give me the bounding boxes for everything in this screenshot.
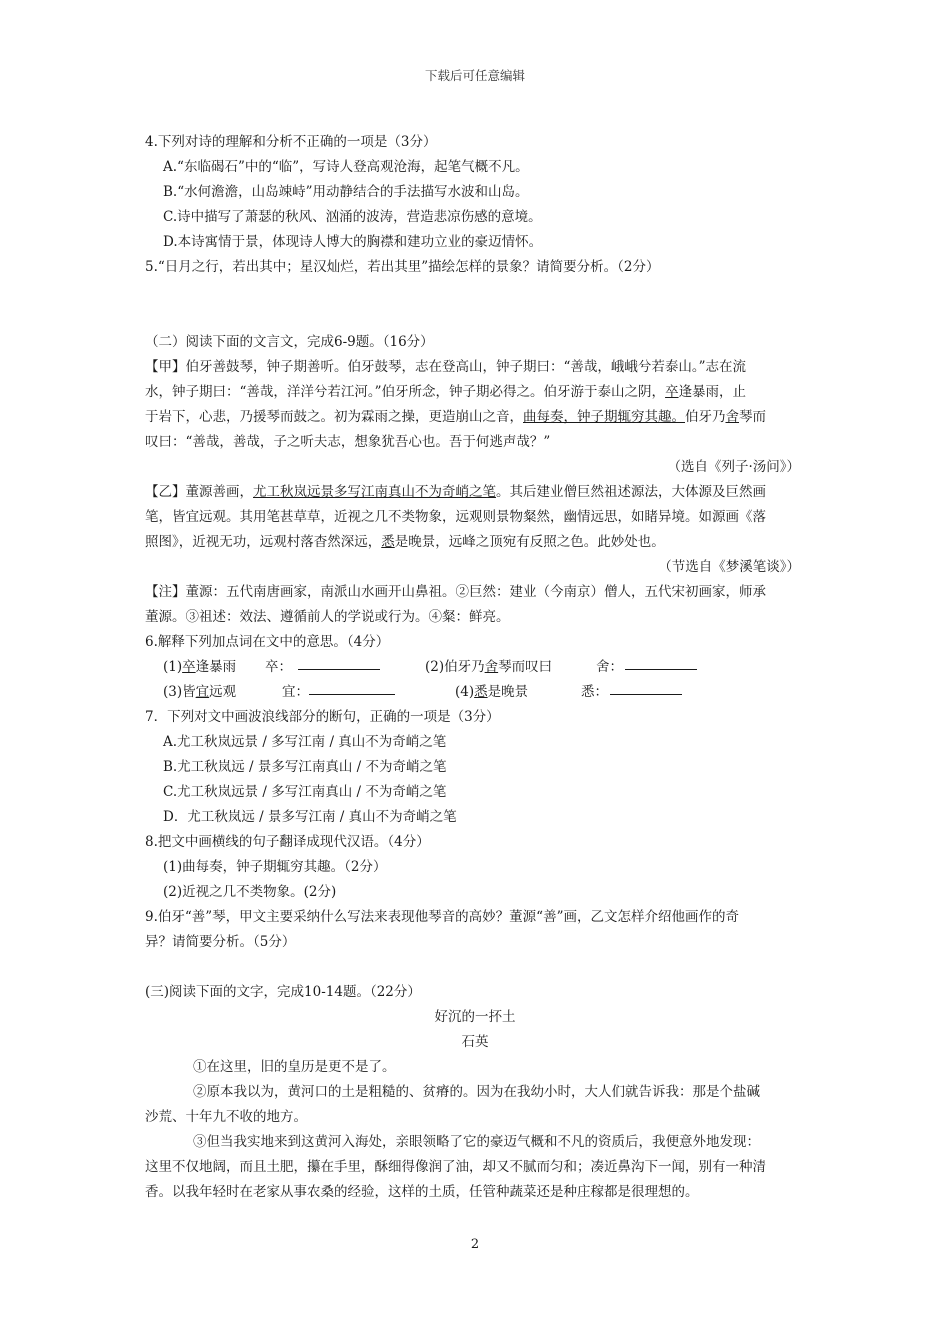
text-span: (1) xyxy=(163,659,183,675)
question-4-option-a: A.“东临碣石”中的“临”，写诗人登高观沧海，起笔气概不凡。 xyxy=(163,159,529,175)
text-span: (4) xyxy=(455,684,475,700)
text-span: (2)伯牙乃 xyxy=(425,659,485,675)
text-span: 是晚景 xyxy=(487,684,529,700)
question-8-item-1: (1)曲每奏，钟子期辄穷其趣。（2分） xyxy=(163,859,387,875)
question-4-option-c: C.诗中描写了萧瑟的秋风、汹涌的波涛，营造悲凉伤感的意境。 xyxy=(163,209,542,225)
essay-paragraph-3-line-3: 香。以我年轻时在老家从事农桑的经验，这样的土质，任管种蔬菜还是种庄稼都是很理想的。 xyxy=(145,1184,699,1200)
question-4-stem: 4.下列对诗的理解和分析不正确的一项是（3分） xyxy=(145,134,437,150)
essay-paragraph-3-line-1: ③但当我实地来到这黄河入海处，亲眼领略了它的豪迈气概和不凡的资质后，我便意外地发现： xyxy=(193,1134,760,1150)
passage-jia-line-4: 叹曰：“善哉，善哉，子之听夫志，想象犹吾心也。吾于何逃声哉？” xyxy=(145,434,551,450)
dotted-word: 卒 xyxy=(182,659,196,675)
underlined-sentence: 曲每奏，钟子期辄穷其趣。 xyxy=(523,409,685,425)
question-5: 5.“日月之行，若出其中；星汉灿烂，若出其里”描绘怎样的景象？请简要分析。（2分） xyxy=(145,259,660,275)
text-span: 逢暴雨 xyxy=(195,659,237,675)
text-span: 水，钟子期曰：“善哉，洋洋兮若江河。”伯牙所念，钟子期必得之。伯牙游于泰山之阴， xyxy=(145,384,666,400)
dotted-word: 宜 xyxy=(195,684,210,700)
question-6-item-1 xyxy=(163,655,236,675)
answer-blank-3[interactable] xyxy=(309,680,395,696)
essay-paragraph-3-line-2: 这里不仅地阔，而且土肥，攥在手里，酥细得像润了油，却又不腻而匀和；凑近鼻沟下一闻，别有一种清 xyxy=(145,1159,766,1175)
question-9-line-2: 异？请简要分析。（5分） xyxy=(145,934,296,950)
page-header: 下载后可任意编辑 xyxy=(424,68,525,83)
text-span: 于岩下，心悲，乃援琴而鼓之。初为霖雨之操，更造崩山之音， xyxy=(145,409,523,425)
essay-paragraph-2-line-1: ②原本我以为，黄河口的土是粗糙的、贫瘠的。因为在我幼小时，大人们就告诉我：那是个盐碱 xyxy=(193,1084,760,1100)
dotted-word: 悉 xyxy=(474,684,488,700)
passage-yi-line-3 xyxy=(145,530,665,550)
question-6-item-4 xyxy=(455,680,528,700)
question-4-option-d: D.本诗寓情于景，体现诗人博大的胸襟和建功立业的豪迈情怀。 xyxy=(163,234,543,250)
essay-title: 好沉的一抔土 xyxy=(434,1009,516,1025)
essay-paragraph-1: ①在这里，旧的皇历是更不是了。 xyxy=(193,1059,396,1075)
dotted-word: 舍 xyxy=(725,409,739,425)
question-6-item-3 xyxy=(163,680,236,700)
question-8-stem: 8.把文中画横线的句子翻译成现代汉语。（4分） xyxy=(145,834,430,850)
question-6-label-4: 悉： xyxy=(581,684,608,700)
question-6-stem: 6.解释下列加点词在文中的意思。（4分） xyxy=(145,634,390,650)
passage-yi-line-1 xyxy=(145,480,766,500)
passage-jia-line-1: 【甲】伯牙善鼓琴，钟子期善听。伯牙鼓琴，志在登高山，钟子期曰：“善哉，峨峨兮若泰山。”志在流 xyxy=(145,359,747,375)
note-line-1: 【注】董源：五代南唐画家，南派山水画开山鼻祖。②巨然：建业（今南京）僧人，五代宋初画家，师承 xyxy=(145,584,766,600)
passage-yi-source: （节选自《梦溪笔谈》） xyxy=(658,559,800,575)
text-span: 【乙】董源善画， xyxy=(145,484,253,500)
question-8-item-2: (2)近视之几不类物象。(2分) xyxy=(163,884,337,900)
question-7-option-d: D．尤工秋岚远 / 景多写江南 / 真山不为奇峭之笔 xyxy=(163,809,457,825)
passage-yi-line-2: 笔，皆宜远观。其用笔甚草草，近视之几不类物象，远观则景物粲然，幽情远思，如睹异境。如源画《落 xyxy=(145,509,766,525)
question-6-label-3: 宜： xyxy=(282,684,309,700)
question-4-option-b: B.“水何澹澹，山岛竦峙”用动静结合的手法描写水波和山岛。 xyxy=(163,184,529,200)
passage-jia-line-3 xyxy=(145,405,766,425)
text-span: 。其后建业僧巨然祖述源法，大体源及巨然画 xyxy=(496,484,766,500)
question-7-stem: 7．下列对文中画波浪线部分的断句，正确的一项是（3分） xyxy=(145,709,500,725)
passage-jia-line-2 xyxy=(145,380,746,400)
dotted-word: 悉 xyxy=(381,534,395,550)
text-span: (3)皆 xyxy=(163,684,196,700)
wavy-underlined-sentence: 尤工秋岚远景多写江南真山不为奇峭之笔 xyxy=(253,484,496,500)
answer-blank-2[interactable] xyxy=(625,655,697,671)
question-7-option-a: A.尤工秋岚远景 / 多写江南 / 真山不为奇峭之笔 xyxy=(163,734,447,750)
dotted-word: 卒 xyxy=(665,384,679,400)
text-span: 琴而叹曰 xyxy=(498,659,553,675)
text-span: 是晚景，远峰之顶宛有反照之色。此妙处也。 xyxy=(394,534,665,550)
text-span: 照图》，近视无功，远观村落杳然深远， xyxy=(145,534,382,550)
question-9-line-1: 9.伯牙“善”琴，甲文主要采纳什么写法来表现他琴音的高妙？董源“善”画，乙文怎样介绍他画作的奇 xyxy=(145,909,739,925)
question-6-item-2 xyxy=(425,655,552,675)
answer-blank-4[interactable] xyxy=(610,680,682,696)
question-7-option-c: C.尤工秋岚远景 / 多写江南真山 / 不为奇峭之笔 xyxy=(163,784,447,800)
question-7-option-b: B.尤工秋岚远 / 景多写江南真山 / 不为奇峭之笔 xyxy=(163,759,447,775)
text-span: 逢暴雨，止 xyxy=(678,384,747,400)
section-3-title: (三)阅读下面的文字，完成10-14题。（22分） xyxy=(145,984,421,1000)
text-span: 远观 xyxy=(209,684,237,700)
note-line-2: 董源。③祖述：效法、遵循前人的学说或行为。④粲：鲜亮。 xyxy=(145,609,510,625)
section-2-title: （二）阅读下面的文言文，完成6-9题。（16分） xyxy=(145,334,434,350)
text-span: 伯牙乃 xyxy=(685,409,726,425)
essay-paragraph-2-line-2: 沙荒、十年九不收的地方。 xyxy=(145,1109,307,1125)
question-6-label-1: 卒： xyxy=(265,659,292,675)
dotted-word: 舍 xyxy=(484,659,499,675)
passage-jia-source: （选自《列子·汤问》） xyxy=(667,459,800,475)
essay-author: 石英 xyxy=(461,1034,489,1050)
page-number: 2 xyxy=(470,1237,480,1252)
answer-blank-1[interactable] xyxy=(298,655,380,671)
text-span: 琴而 xyxy=(739,409,766,425)
question-6-label-2: 舍： xyxy=(596,659,623,675)
